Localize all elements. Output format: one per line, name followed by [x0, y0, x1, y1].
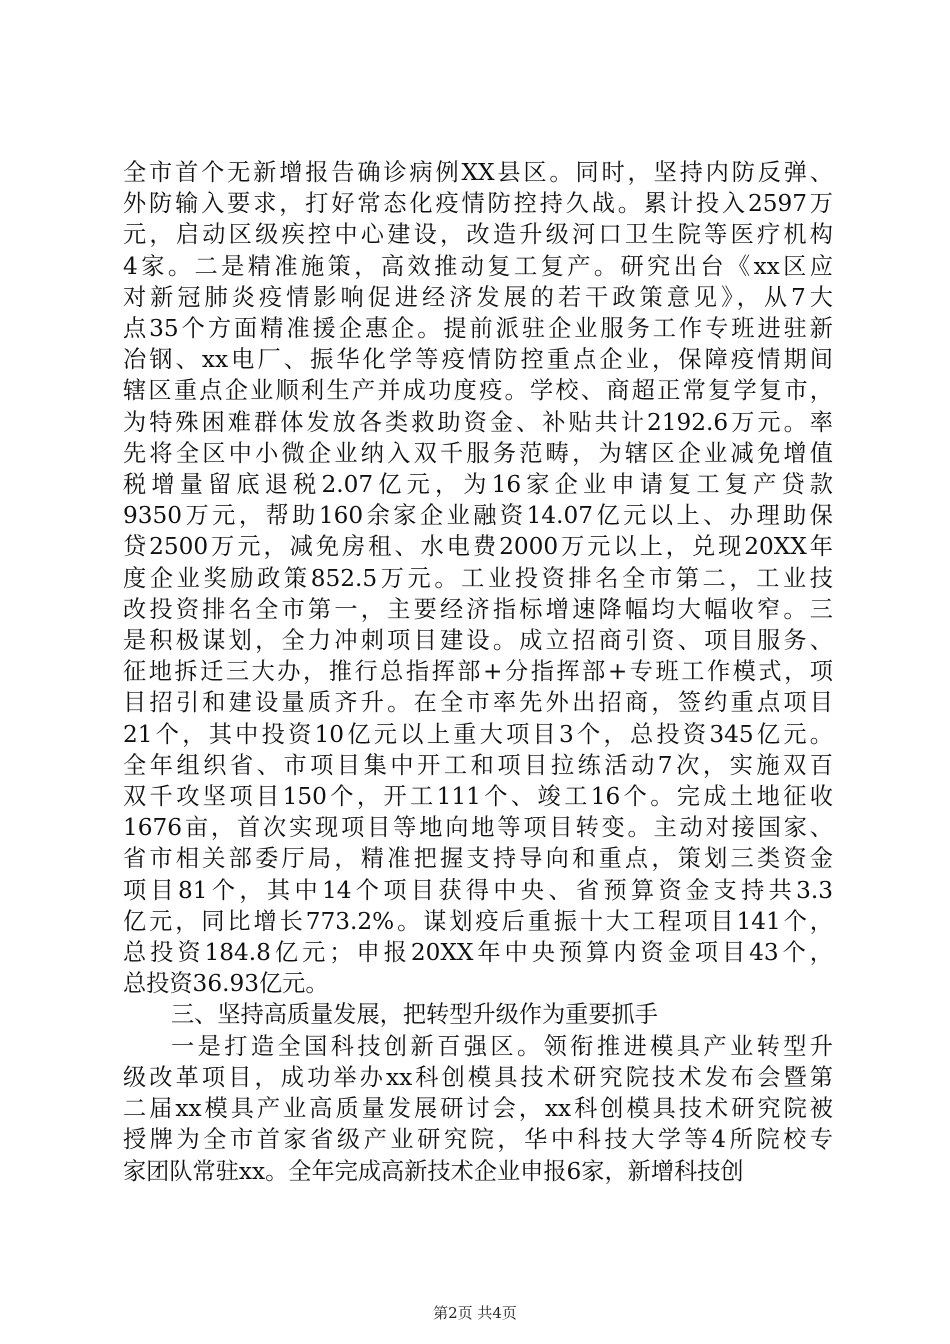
text-line: 级改革项目，成功举办xx科创模具技术研究院技术发布会暨第: [123, 1063, 833, 1091]
text-line: 为特殊困难群体发放各类救助资金、补贴共计2192.6万元。率: [123, 408, 833, 436]
text-line: 税增量留底退税2.07亿元，为16家企业申请复工复产贷款: [123, 471, 833, 499]
paragraph-tech-innovation: [123, 1031, 833, 1187]
text-line: 先将全区中小微企业纳入双千服务范畴，为辖区企业减免增值: [123, 439, 833, 467]
text-line: 4家。二是精准施策，高效推动复工复产。研究出台《xx区应: [123, 252, 833, 280]
text-line: 全市首个无新增报告确诊病例XX县区。同时，坚持内防反弹、: [123, 159, 833, 186]
text-line: 冶钢、xx电厂、振华化学等疫情防控重点企业，保障疫情期间: [123, 346, 833, 374]
paragraph-continued: [123, 157, 833, 999]
text-line: 征地拆迁三大办，推行总指挥部+分指挥部+专班工作模式，项: [123, 658, 833, 686]
text-line: 省市相关部委厅局，精准把握支持导向和重点，策划三类资金: [123, 845, 833, 873]
text-line: 外防输入要求，打好常态化疫情防控持久战。累计投入2597万: [123, 190, 833, 218]
text-line: 总投资36.93亿元。: [123, 970, 329, 998]
text-line: 贷2500万元，减免房租、水电费2000万元以上，兑现20XX年: [123, 533, 833, 561]
text-line: 1676亩，首次实现项目等地向地等项目转变。主动对接国家、: [123, 814, 833, 842]
text-line: 亿元，同比增长773.2%。谋划疫后重振十大工程项目141个，: [123, 907, 833, 935]
text-line: 授牌为全市首家省级产业研究院，华中科技大学等4所院校专: [123, 1126, 833, 1154]
text-line: 改投资排名全市第一，主要经济指标增速降幅均大幅收窄。三: [123, 595, 833, 623]
text-line: 一是打造全国科技创新百强区。领衔推进模具产业转型升: [171, 1032, 833, 1060]
body-text: [123, 157, 833, 1187]
text-line: 辖区重点企业顺利生产并成功度疫。学校、商超正常复学复市，: [123, 377, 833, 405]
text-line: 目招引和建设量质齐升。在全市率先外出招商，签约重点项目: [123, 689, 833, 717]
text-line: 全年组织省、市项目集中开工和项目拉练活动7次，实施双百: [123, 751, 833, 779]
section-heading: 三、坚持高质量发展，把转型升级作为重要抓手: [171, 1001, 658, 1029]
text-line: 总投资184.8亿元；申报20XX年中央预算内资金项目43个，: [123, 939, 833, 967]
page-footer: 第2页 共4页: [433, 1304, 517, 1322]
text-line: 对新冠肺炎疫情影响促进经济发展的若干政策意见》，从7大: [123, 283, 833, 311]
text-line: 元，启动区级疾控中心建设，改造升级河口卫生院等医疗机构: [123, 221, 833, 249]
text-line: 双千攻坚项目150个，开工111个、竣工16个。完成土地征收: [123, 783, 833, 811]
text-line: 项目81个，其中14个项目获得中央、省预算资金支持共3.3: [123, 876, 833, 904]
text-line: 9350万元，帮助160余家企业融资14.07亿元以上、办理助保: [123, 502, 833, 530]
text-line: 家团队常驻xx。全年完成高新技术企业申报6家，新增科技创: [123, 1157, 744, 1185]
text-line: 度企业奖励政策852.5万元。工业投资排名全市第二，工业技: [123, 564, 833, 592]
text-line: 二届xx模具产业高质量发展研讨会，xx科创模具技术研究院被: [123, 1095, 833, 1123]
text-line: 是积极谋划，全力冲刺项目建设。成立招商引资、项目服务、: [123, 627, 833, 655]
text-line: 点35个方面精准援企惠企。提前派驻企业服务工作专班进驻新: [123, 315, 833, 343]
text-line: 21个，其中投资10亿元以上重大项目3个，总投资345亿元。: [123, 720, 833, 748]
